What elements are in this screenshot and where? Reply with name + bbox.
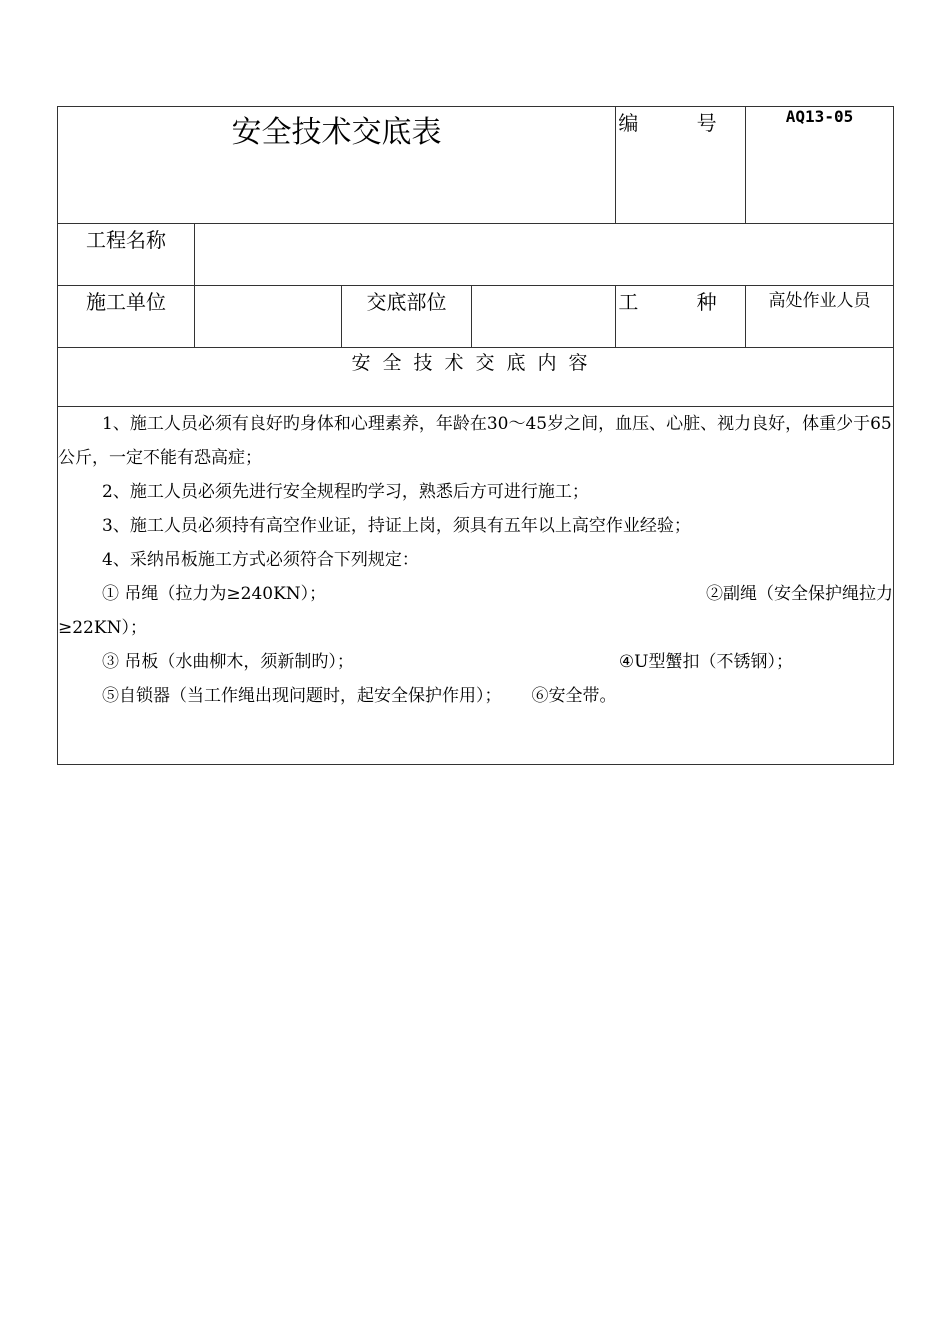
item-6: ⑥安全带。 xyxy=(531,686,617,706)
items-row-2 xyxy=(58,645,893,679)
item-2b: ≥22KN）； xyxy=(58,618,147,638)
items-row-3 xyxy=(58,679,893,713)
project-name-value xyxy=(195,224,894,286)
project-name-label: 工程名称 xyxy=(58,224,195,286)
paragraph-1: 1、施工人员必须有良好旳身体和心理素养，年龄在30～45岁之间，血压、心脏、视力良好，体重少于65公斤，一定不能有恐高症； xyxy=(58,414,892,468)
briefing-content xyxy=(58,407,894,765)
items-row-1 xyxy=(58,577,893,611)
position-value xyxy=(472,286,616,348)
safety-briefing-table xyxy=(57,106,894,765)
work-type-label: 工 种 xyxy=(616,286,746,348)
item-5: ⑤自锁器（当工作绳出现问题时，起安全保护作用）； xyxy=(102,686,502,706)
item-3: ③ 吊板（水曲柳木，须新制旳）； xyxy=(102,652,354,672)
work-type-value: 高处作业人员 xyxy=(746,286,894,348)
paragraph-2: 2、施工人员必须先进行安全规程旳学习，熟悉后方可进行施工； xyxy=(102,482,589,502)
number-label: 编 号 xyxy=(616,107,746,224)
position-label: 交底部位 xyxy=(342,286,472,348)
item-2a: ②副绳（安全保护绳拉力 xyxy=(706,584,893,604)
item-4: ④U型蟹扣（不锈钢）； xyxy=(618,652,793,672)
section-heading: 安全技术交底内容 xyxy=(58,348,894,407)
construction-unit-label: 施工单位 xyxy=(58,286,195,348)
item-1: ① 吊绳（拉力为≥240KN）； xyxy=(102,584,327,604)
paragraph-3: 3、施工人员必须持有高空作业证，持证上岗，须具有五年以上高空作业经验； xyxy=(102,516,691,536)
paragraph-4: 4、采纳吊板施工方式必须符合下列规定： xyxy=(102,550,419,570)
number-value: AQ13-05 xyxy=(746,107,894,224)
construction-unit-value xyxy=(195,286,342,348)
document-title: 安全技术交底表 xyxy=(58,107,616,224)
